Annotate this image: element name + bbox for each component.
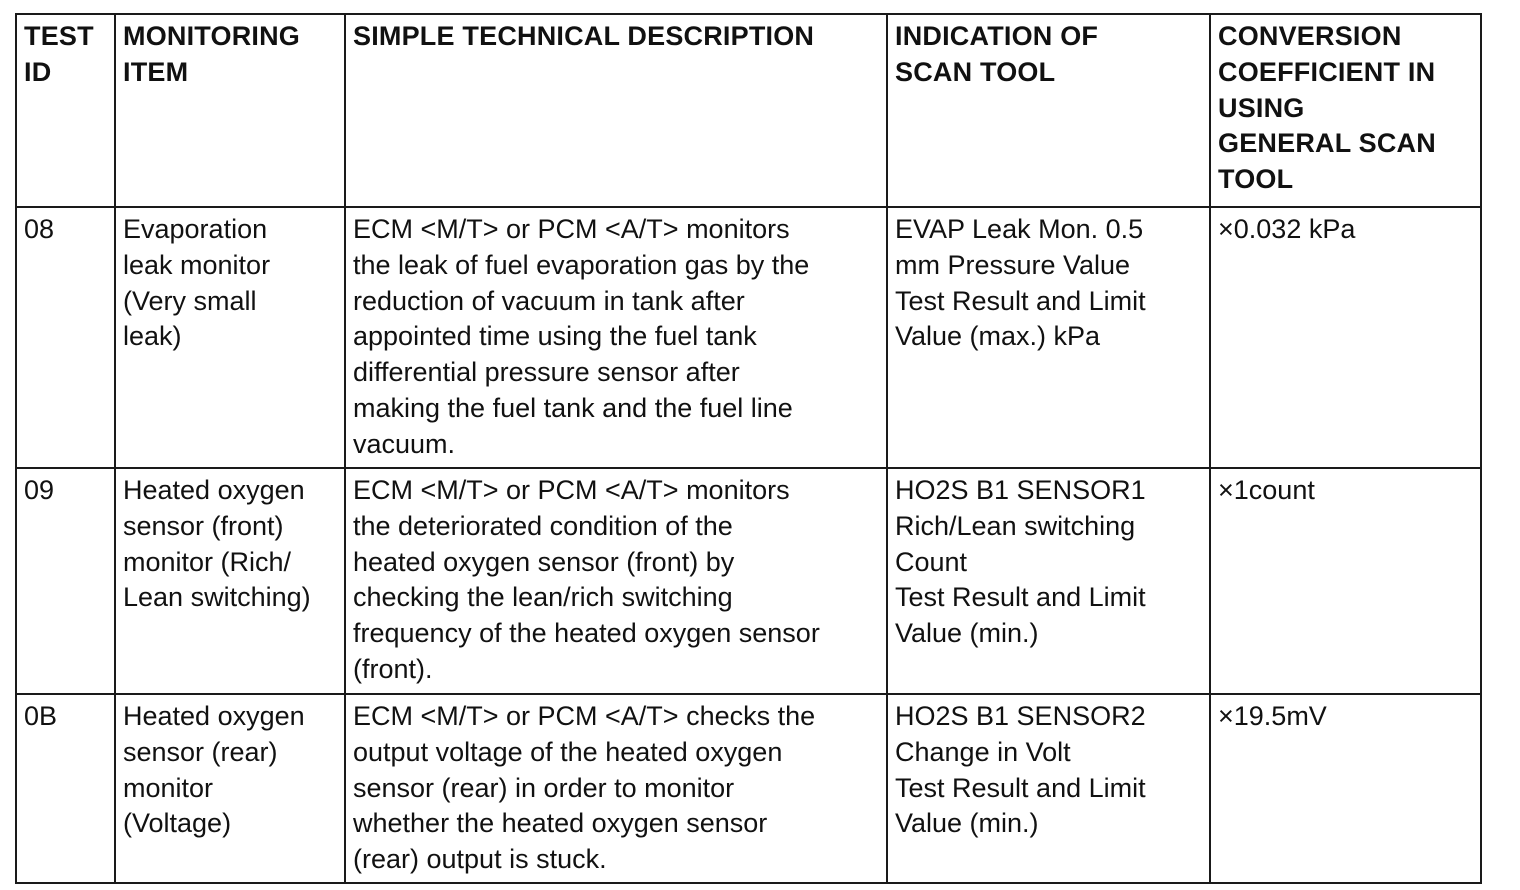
table-header-row [16, 14, 1481, 207]
cell-monitoring-item: Heated oxygen sensor (front) monitor (Rich/ Lean switching) [115, 468, 345, 694]
cell-indication: HO2S B1 SENSOR1 Rich/Lean switching Count Test Result and Limit Value (min.) [887, 468, 1210, 694]
cell-description: ECM <M/T> or PCM <A/T> monitors the leak of fuel evaporation gas by the reduction of vacuum in tank after appointed time using the fuel tank differential pressure sensor after making the fuel tank and the fuel line vacuum. [345, 207, 887, 468]
cell-indication: HO2S B1 SENSOR2 Change in Volt Test Result and Limit Value (min.) [887, 694, 1210, 883]
monitoring-table [15, 13, 1482, 884]
cell-test-id: 09 [16, 468, 115, 694]
cell-description: ECM <M/T> or PCM <A/T> checks the output voltage of the heated oxygen sensor (rear) in order to monitor whether the heated oxygen sensor (rear) output is stuck. [345, 694, 887, 883]
cell-monitoring-item: Evaporation leak monitor (Very small leak) [115, 207, 345, 468]
header-monitoring-item: MONITORING ITEM [115, 14, 345, 207]
cell-coefficient: ×0.032 kPa [1210, 207, 1481, 468]
header-technical-description: SIMPLE TECHNICAL DESCRIPTION [345, 14, 887, 207]
header-test-id: TEST ID [16, 14, 115, 207]
cell-test-id: 0B [16, 694, 115, 883]
header-conversion-coefficient: CONVERSION COEFFICIENT IN USING GENERAL SCAN TOOL [1210, 14, 1481, 207]
cell-indication: EVAP Leak Mon. 0.5 mm Pressure Value Test Result and Limit Value (max.) kPa [887, 207, 1210, 468]
cell-coefficient: ×19.5mV [1210, 694, 1481, 883]
cell-test-id: 08 [16, 207, 115, 468]
header-scan-tool-indication: INDICATION OF SCAN TOOL [887, 14, 1210, 207]
table-row [16, 694, 1481, 883]
cell-coefficient: ×1count [1210, 468, 1481, 694]
cell-description: ECM <M/T> or PCM <A/T> monitors the deteriorated condition of the heated oxygen sensor (front) by checking the lean/rich switching frequency of the heated oxygen sensor (front). [345, 468, 887, 694]
table-row [16, 468, 1481, 694]
table-row [16, 207, 1481, 468]
cell-monitoring-item: Heated oxygen sensor (rear) monitor (Voltage) [115, 694, 345, 883]
